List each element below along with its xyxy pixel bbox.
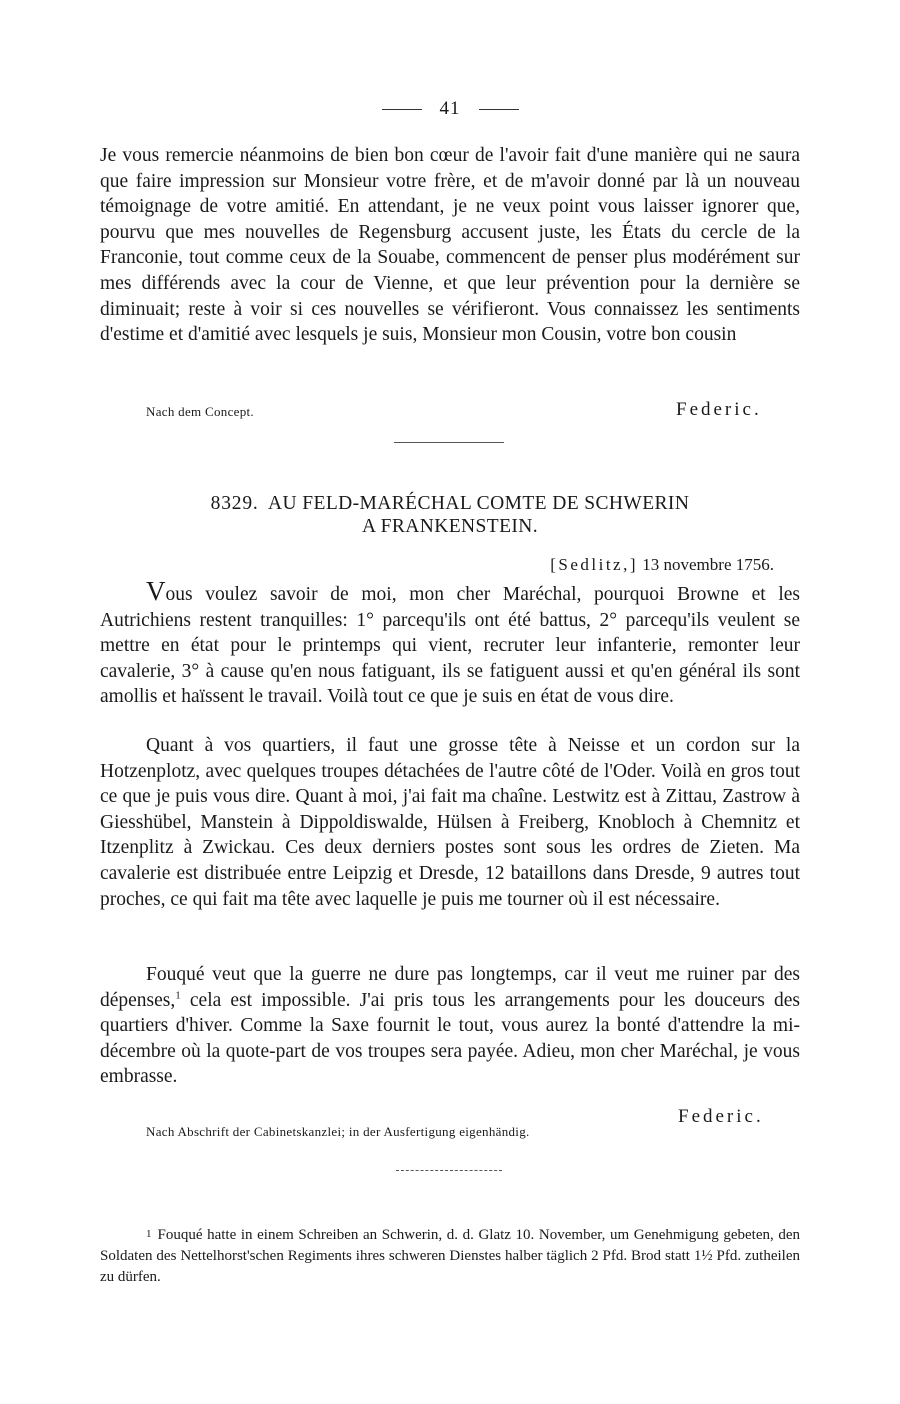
footnote-text: Fouqué hatte in einem Schreiben an Schwerin, d. d. Glatz 10. November, um Genehmigung gebeten, den Soldaten des Nettelhorst'schen Regiments ihres schweren Dienstes halber täglich 2 Pfd. Brod statt 1½ Pfd. zutheilen zu dürfen. xyxy=(100,1227,800,1285)
footnote xyxy=(100,1224,800,1288)
footnote-reference: 1 xyxy=(175,989,181,1002)
letter2-paragraph-2: Quant à vos quartiers, il faut une grosse tête à Neisse et un cordon sur la Hotzenplotz, avec quelques troupes détachées de l'autre côté de l'Oder. Voilà en gros tout ce que je puis vous dire. Quant à moi, j'ai fait ma chaîne. Lestwitz est à Zittau, Zastrow à Giesshübel, Manstein à Dippoldiswalde, Hülsen à Freiberg, Knobloch à Chemnitz et Itzenplitz à Zwickau. Ces deux derniers postes sont sous les ordres de Zieten. Ma cavalerie est distribuée entre Leipzig et Dresde, 12 bataillons dans Dresde, 9 autres tout proches, ce qui fait ma tête avec laquelle je puis me tourner où il est nécessaire. xyxy=(100,735,800,910)
footnote-mark: 1 xyxy=(146,1228,152,1240)
letter2-paragraph-3-text-a: Fouqué veut que la guerre ne dure pas longtemps, car il veut me ruiner par des dépenses, xyxy=(100,964,800,1011)
letter2-source-note: Nach Abschrift der Cabinetskanzlei; in der Ausfertigung eigenhändig. xyxy=(146,1124,530,1139)
letter-continuation-paragraph: Je vous remercie néanmoins de bien bon cœur de l'avoir fait d'une manière qui ne saura que faire impression sur Monsieur votre frère, et de m'avoir donné par là un nouveau témoignage de votre amitié. En attendant, je ne veux point vous laisser ignorer que, pourvu que mes nouvelles de Regensburg accusent juste, les États du cercle de la Franconie, tout comme ceux de la Souabe, commencent de penser plus modérément sur mes différends avec la cour de Vienne, et que leur prévention pour la dernière se diminuait; reste à voir si ces nouvelles se vérifieront. Vous connaissez les sentiments d'estime et d'amitié avec lesquels je suis, Monsieur mon Cousin, votre bon cousin xyxy=(100,145,800,346)
dateline xyxy=(550,555,774,575)
header-dash-right xyxy=(479,109,519,110)
date-place: [Sedlitz,] xyxy=(550,555,639,574)
letter-title-line2: A FRANKENSTEIN. xyxy=(361,516,539,537)
section-divider xyxy=(394,442,504,443)
letter1-source-note: Nach dem Concept. xyxy=(146,404,254,419)
page-header xyxy=(0,98,900,120)
letter-title-line1: AU FELD-MARÉCHAL COMTE DE SCHWERIN xyxy=(268,493,690,514)
letter-number: 8329. xyxy=(210,493,259,514)
footnote-divider xyxy=(396,1170,502,1171)
page-number: 41 xyxy=(439,98,461,119)
letter2-paragraph-1 xyxy=(100,576,800,710)
header-dash-left xyxy=(382,109,422,110)
letter2-paragraph-1-text: ous voulez savoir de moi, mon cher Maréchal, pourquoi Browne et les Autrichiens restent tranquilles: 1° parcequ'ils ont été battus, 2° parcequ'ils veulent se mettre en état pour le printemps qui vient, recruter leur infanterie, remonter leur cavalerie, 3° à cause qu'en nous fatiguant, ils se fatiguent aussi et qu'en général ils sont amollis et haïssent le travail. Voilà tout ce que je suis en état de vous dire. xyxy=(100,584,800,708)
letter1-signature: Federic. xyxy=(676,399,762,420)
letter2-heading xyxy=(100,492,800,538)
letter2-paragraph-3 xyxy=(100,962,800,1090)
letter2-paragraph-3-text-b: cela est impossible. J'ai pris tous les arrangements pour les douceurs des quartiers d'hiver. Comme la Saxe fournit le tout, vous aurez la bonté d'attendre la mi-décembre où la quote-part de vos troupes sera payée. Adieu, mon cher Maréchal, je vous embrasse. xyxy=(100,989,800,1088)
date: 13 novembre 1756. xyxy=(642,555,774,574)
letter2-signature: Federic. xyxy=(678,1106,764,1127)
dropcap: V xyxy=(146,576,166,606)
